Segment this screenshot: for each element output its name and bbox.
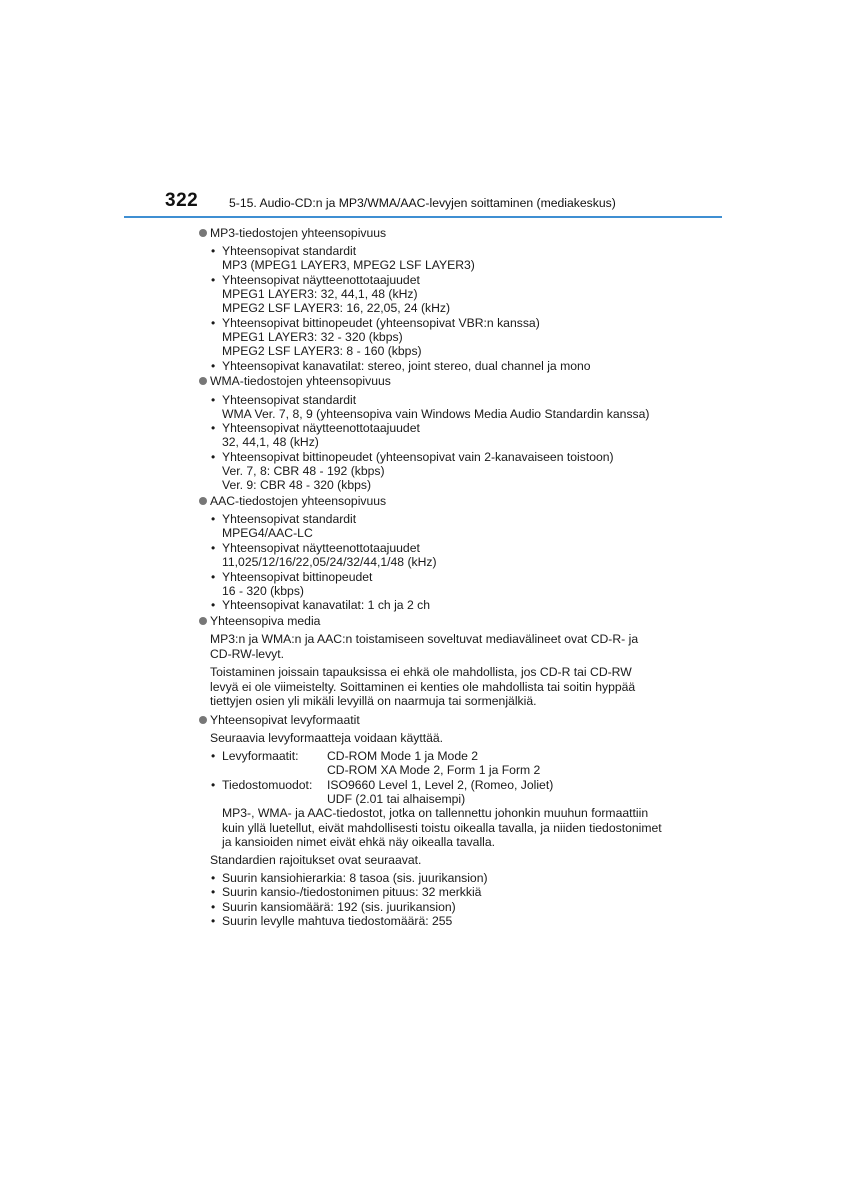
list-item-detail: Ver. 7, 8: CBR 48 - 192 (kbps)	[222, 464, 385, 478]
section-bullet-icon	[199, 377, 207, 385]
section-heading-formats: Yhteensopivat levyformaatit	[210, 713, 360, 727]
list-item-detail: MPEG2 LSF LAYER3: 8 - 160 (kbps)	[222, 344, 422, 358]
section-bullet-icon	[199, 716, 207, 724]
header-rule	[124, 216, 722, 218]
bullet-icon: •	[211, 244, 216, 258]
list-item-detail: 16 - 320 (kbps)	[222, 584, 304, 598]
section-bullet-icon	[199, 497, 207, 505]
bullet-icon: •	[211, 871, 216, 885]
list-item-detail: MPEG1 LAYER3: 32, 44,1, 48 (kHz)	[222, 287, 418, 301]
format-label: Tiedostomuodot:	[222, 778, 313, 792]
bullet-icon: •	[211, 273, 216, 287]
list-item-detail: MPEG4/AAC-LC	[222, 526, 313, 540]
list-item-detail: MPEG2 LSF LAYER3: 16, 22,05, 24 (kHz)	[222, 301, 451, 315]
bullet-icon: •	[211, 393, 216, 407]
list-item: Yhteensopivat kanavatilat: 1 ch ja 2 ch	[222, 598, 430, 612]
format-value: ISO9660 Level 1, Level 2, (Romeo, Joliet)	[327, 778, 554, 792]
list-item: Yhteensopivat bittinopeudet (yhteensopivat vain 2-kanavaiseen toistoon)	[222, 450, 614, 464]
bullet-icon: •	[211, 512, 216, 526]
bullet-icon: •	[211, 316, 216, 330]
bullet-icon: •	[211, 450, 216, 464]
list-item: Yhteensopivat kanavatilat: stereo, joint stereo, dual channel ja mono	[222, 359, 591, 373]
chapter-title: 5-15. Audio-CD:n ja MP3/WMA/AAC-levyjen soittaminen (mediakeskus)	[229, 196, 616, 210]
format-label: Levyformaatit:	[222, 749, 299, 763]
section-bullet-icon	[199, 617, 207, 625]
list-item: Suurin kansio-/tiedostonimen pituus: 32 merkkiä	[222, 885, 482, 899]
list-item: Suurin kansiohierarkia: 8 tasoa (sis. juurikansion)	[222, 871, 488, 885]
bullet-icon: •	[211, 570, 216, 584]
bullet-icon: •	[211, 541, 216, 555]
paragraph: MP3-, WMA- ja AAC-tiedostot, jotka on tallennettu johonkin muuhun formaattiin kuin yllä luetellut, eivät mahdollisesti toistu oikealla tavalla, ja niiden tiedostonimet ja kansioiden nimet eivät ehkä näy oikealla tavalla.	[222, 806, 662, 850]
section-heading-aac: AAC-tiedostojen yhteensopivuus	[210, 494, 387, 508]
list-item-detail: MPEG1 LAYER3: 32 - 320 (kbps)	[222, 330, 403, 344]
format-value: UDF (2.01 tai alhaisempi)	[327, 792, 466, 806]
list-item: Yhteensopivat standardit	[222, 393, 357, 407]
list-item-detail: MP3 (MPEG1 LAYER3, MPEG2 LSF LAYER3)	[222, 258, 475, 272]
list-item-detail: Ver. 9: CBR 48 - 320 (kbps)	[222, 478, 372, 492]
bullet-icon: •	[211, 778, 216, 792]
list-item: Yhteensopivat standardit	[222, 512, 357, 526]
list-item-detail: 32, 44,1, 48 (kHz)	[222, 435, 319, 449]
section-heading-media: Yhteensopiva media	[210, 614, 321, 628]
list-item: Yhteensopivat standardit	[222, 244, 357, 258]
list-item: Yhteensopivat näytteenottotaajuudet	[222, 273, 420, 287]
paragraph: Toistaminen joissain tapauksissa ei ehkä ole mahdollista, jos CD-R tai CD-RW levyä ei ole viimeistelty. Soittaminen ei kenties ole mahdollista tai soitin hyppää tiettyjen osien yli mikäli levyillä on naarmuja tai sormenjälkiä.	[210, 665, 636, 709]
list-item-detail: 11,025/12/16/22,05/24/32/44,1/48 (kHz)	[222, 555, 437, 569]
section-bullet-icon	[199, 229, 207, 237]
bullet-icon: •	[211, 914, 216, 928]
list-item: Suurin kansiomäärä: 192 (sis. juurikansion)	[222, 900, 456, 914]
list-item-detail: WMA Ver. 7, 8, 9 (yhteensopiva vain Windows Media Audio Standardin kanssa)	[222, 407, 650, 421]
bullet-icon: •	[211, 598, 216, 612]
list-item: Yhteensopivat näytteenottotaajuudet	[222, 541, 420, 555]
bullet-icon: •	[211, 900, 216, 914]
list-item: Yhteensopivat näytteenottotaajuudet	[222, 421, 420, 435]
list-item: Yhteensopivat bittinopeudet	[222, 570, 373, 584]
section-heading-mp3: MP3-tiedostojen yhteensopivuus	[210, 226, 387, 240]
bullet-icon: •	[211, 749, 216, 763]
paragraph: MP3:n ja WMA:n ja AAC:n toistamiseen soveltuvat mediavälineet ovat CD-R- ja CD-RW-levyt.	[210, 632, 639, 661]
list-item: Suurin levylle mahtuva tiedostomäärä: 255	[222, 914, 453, 928]
bullet-icon: •	[211, 421, 216, 435]
section-heading-wma: WMA-tiedostojen yhteensopivuus	[210, 374, 391, 388]
bullet-icon: •	[211, 359, 216, 373]
paragraph: Standardien rajoitukset ovat seuraavat.	[210, 853, 422, 867]
bullet-icon: •	[211, 885, 216, 899]
format-value: CD-ROM Mode 1 ja Mode 2	[327, 749, 479, 763]
paragraph: Seuraavia levyformaatteja voidaan käyttää.	[210, 731, 444, 745]
page-number: 322	[165, 190, 199, 211]
format-value: CD-ROM XA Mode 2, Form 1 ja Form 2	[327, 763, 541, 777]
list-item: Yhteensopivat bittinopeudet (yhteensopivat VBR:n kanssa)	[222, 316, 540, 330]
